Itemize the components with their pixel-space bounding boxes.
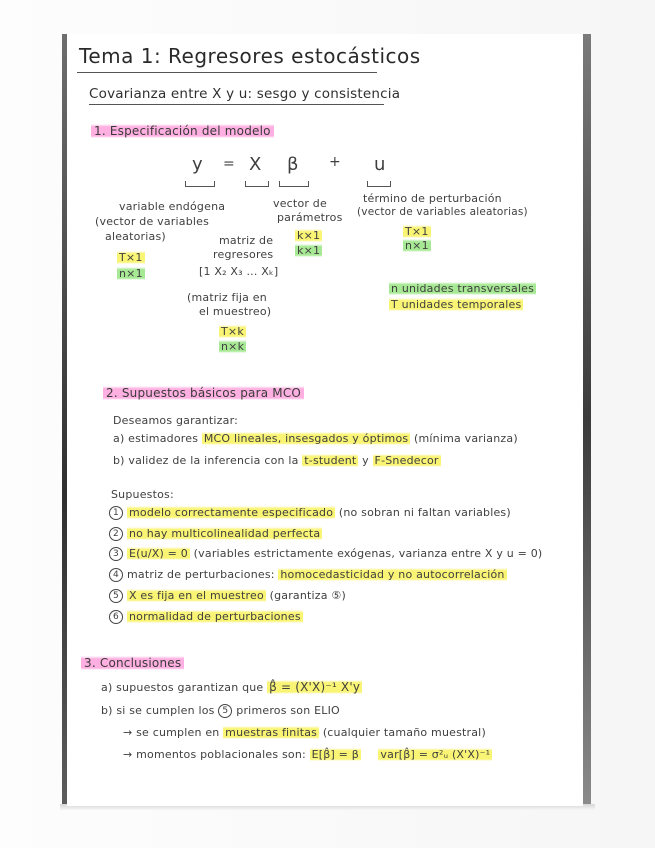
y-desc-line1: variable endógena: [119, 200, 226, 213]
conclusion-b: b) si se cumplen los 5 primeros son ELIO: [101, 704, 340, 717]
brace-u: [367, 181, 391, 187]
goal-a: a) estimadores MCO lineales, insesgados y óptimos (mínima varianza): [113, 432, 518, 445]
eq-equals: =: [223, 156, 235, 172]
u-desc-line2: (vector de variables aleatorias): [357, 206, 528, 218]
units-temporal: T unidades temporales: [391, 298, 522, 311]
binding-edge-right: [583, 34, 591, 804]
conclusion-arrow1: → se cumplen en muestras finitas (cualquier tamaño muestral): [123, 726, 486, 739]
units-transversal: n unidades transversales: [391, 282, 535, 295]
assumption-5: 5 X es fija en el muestreo (garantiza ⑤): [109, 589, 346, 603]
u-desc-line1: término de perturbación: [363, 192, 502, 205]
X-desc-line4: (matriz fija en: [187, 291, 267, 304]
X-desc-line1: matriz de: [219, 234, 274, 247]
brace-beta: [279, 181, 309, 187]
page-subtitle: Covarianza entre X y u: sesgo y consistencia: [89, 86, 401, 102]
brace-y: [185, 181, 215, 187]
X-dim-T: T×k: [221, 325, 244, 338]
section2-heading: 2. Supuestos básicos para MCO: [103, 386, 304, 400]
assumption-3: 3 E(u/X) = 0 (variables estrictamente exógenas, varianza entre X y u = 0): [109, 547, 542, 561]
eq-y: y: [192, 154, 203, 175]
assumption-2: 2 no hay multicolinealidad perfecta: [109, 527, 322, 541]
assumption-6: 6 normalidad de perturbaciones: [109, 610, 303, 624]
u-dim-n: n×1: [405, 239, 429, 252]
eq-beta: β: [287, 154, 299, 175]
beta-dim-1: k×1: [297, 229, 321, 242]
X-desc-line2: regresores: [213, 248, 274, 261]
page-title: Tema 1: Regresores estocásticos: [79, 44, 421, 68]
notebook-page: [67, 34, 583, 806]
y-dim-T: T×1: [119, 251, 143, 264]
y-desc-line2: (vector de variables: [95, 215, 210, 228]
eq-u: u: [374, 154, 386, 175]
u-dim-T: T×1: [405, 225, 429, 238]
title-underline: [77, 72, 377, 73]
section3-heading: 3. Conclusiones: [81, 656, 184, 670]
y-dim-n: n×1: [119, 267, 143, 280]
assumptions-label: Supuestos:: [111, 488, 174, 501]
X-dim-n: n×k: [221, 340, 245, 353]
section2-intro: Deseamos garantizar:: [113, 414, 239, 427]
conclusion-a: a) supuestos garantizan que β̂ = (X'X)⁻¹ X'y: [101, 680, 361, 694]
X-desc-line5: el muestreo): [199, 305, 272, 318]
X-desc-line3: [1 X₂ X₃ ... Xₖ]: [199, 265, 279, 278]
beta-desc-line1: vector de: [273, 197, 327, 210]
section1-heading: 1. Especificación del modelo: [91, 124, 274, 138]
eq-plus: +: [329, 154, 341, 170]
beta-dim-2: k×1: [297, 244, 321, 257]
brace-X: [245, 181, 269, 187]
goal-b: b) validez de la inferencia con la t-student y F-Snedecor: [113, 454, 439, 467]
y-desc-line3: aleatorias): [105, 230, 166, 243]
assumption-1: 1 modelo correctamente especificado (no sobran ni faltan variables): [109, 506, 511, 520]
eq-X: X: [249, 154, 262, 175]
subtitle-underline: [89, 104, 384, 105]
beta-desc-line2: parámetros: [277, 211, 343, 224]
conclusion-arrow2: → momentos poblacionales son: E[β̂] = β var[β̂] = σ²ᵤ (X'X)⁻¹: [123, 748, 491, 761]
assumption-4: 4 matriz de perturbaciones: homocedasticidad y no autocorrelación: [109, 568, 507, 582]
